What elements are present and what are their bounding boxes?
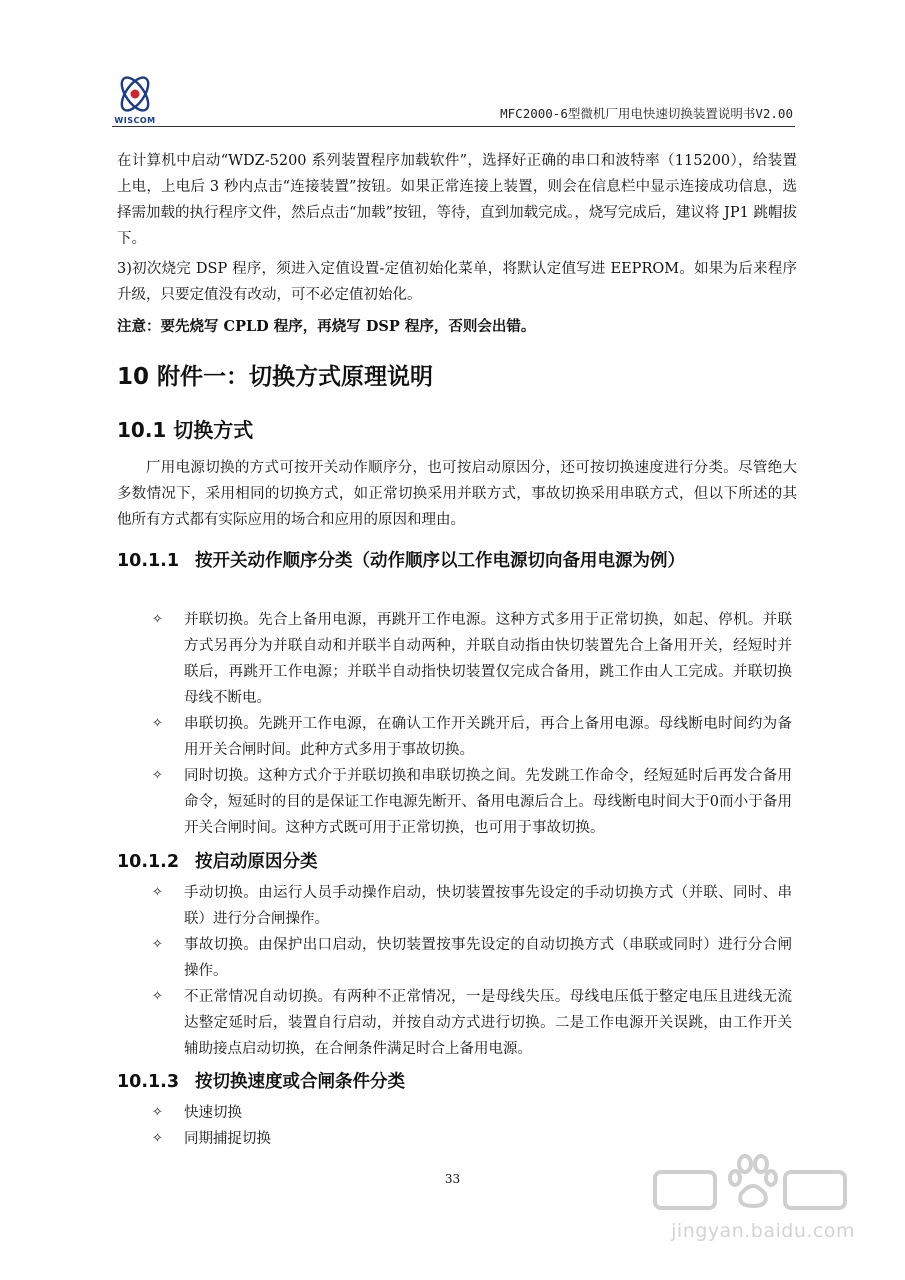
page-number: 33 [444, 1172, 461, 1186]
diamond-bullet-icon: ✧ [152, 989, 163, 1004]
section-number: 10.1.2 [117, 852, 180, 872]
section-title: 按启动原因分类 [195, 852, 318, 872]
diamond-bullet-icon: ✧ [152, 612, 163, 627]
section-10-1-body: 厂用电源切换的方式可按开关动作顺序分，也可按启动原因分，还可按切换速度进行分类。尽管绝大多数情况下，采用相同的切换方式，如正常切换采用并联方式，事故切换采用串联方式，但以下所述的其他所有方式都有实际应用的场合和应用的原因和理由。 [117, 460, 797, 528]
section-title: 按开关动作顺序分类（动作顺序以工作电源切向备用电源为例） [195, 551, 685, 571]
baidu-jingyan-watermark [645, 1150, 855, 1250]
diamond-bullet-icon: ✧ [152, 885, 163, 900]
diamond-bullet-icon: ✧ [152, 1131, 163, 1146]
list-item: ✧ 串联切换。先跳开工作电源，在确认工作开关跳开后，再合上备用电源。母线断电时间约为备用开关合闸时间。此种方式多用于事故切换。 [152, 711, 792, 763]
section-number: 10.1.3 [117, 1072, 180, 1092]
logo-text: WISCOM [114, 116, 156, 125]
diamond-bullet-icon: ✧ [152, 768, 163, 783]
list-item: ✧ 手动切换。由运行人员手动操作启动，快切装置按事先设定的手动切换方式（并联、同时、串联）进行分合闸操作。 [152, 880, 792, 932]
diamond-bullet-icon: ✧ [152, 1105, 163, 1120]
intro-note: 注意：要先烧写 CPLD 程序，再烧写 DSP 程序，否则会出错。 [117, 318, 536, 335]
wiscom-logo [112, 72, 158, 128]
diamond-bullet-icon: ✧ [152, 716, 163, 731]
list-item: ✧ 并联切换。先合上备用电源，再跳开工作电源。这种方式多用于正常切换，如起、停机。并联方式另再分为并联自动和并联半自动两种，并联自动指由快切装置先合上备用开关，经短时并联后，再跳开工作电源；并联半自动指快切装置仅完成合备用，跳工作由人工完成。并联切换母线不断电。 [152, 607, 792, 711]
section-title: 按切换速度或合闸条件分类 [195, 1072, 405, 1092]
section-10-1-1-heading [117, 548, 777, 574]
list-item: ✧ 同时切换。这种方式介于并联切换和串联切换之间。先发跳工作命令，经短延时后再发合备用命令，短延时的目的是保证工作电源先断开、备用电源后合上。母线断电时间大于0而小于备用开关合闸时间。这种方式既可用于正常切换，也可用于事故切换。 [152, 763, 792, 841]
section-10-heading: 10 附件一：切换方式原理说明 [117, 364, 434, 390]
intro-paragraph-1: 在计算机中启动“WDZ-5200 系列装置程序加载软件”，选择好正确的串口和波特率（115200），给装置上电，上电后 3 秒内点击“连接装置”按钮。如果正常连接上装置，则会在信息栏中显示连接成功信息，选择需加载的执行程序文件，然后点击“加载”按钮，等待，直到加载完成。，烧写完成后，建议将 JP1 跳帽拔下。 [117, 153, 797, 247]
list-item: ✧ 事故切换。由保护出口启动，快切装置按事先设定的自动切换方式（串联或同时）进行分合闸操作。 [152, 932, 792, 984]
list-item: ✧ 同期捕捉切换 [152, 1126, 792, 1152]
diamond-bullet-icon: ✧ [152, 937, 163, 952]
section-10-1-2-heading [117, 848, 318, 873]
section-10-1-3-heading [117, 1068, 405, 1093]
list-item: ✧ 快速切换 [152, 1100, 792, 1126]
section-10-1-heading: 10.1 切换方式 [117, 418, 254, 442]
list-item: ✧ 不正常情况自动切换。有两种不正常情况，一是母线失压。母线电压低于整定电压且进线无流达整定延时后，装置自行启动，并按自动方式进行切换。二是工作电源开关误跳，由工作开关辅助接点启动切换，在合闸条件满足时合上备用电源。 [152, 984, 792, 1062]
baidu-paw-icon [645, 1150, 855, 1220]
section-number: 10.1.1 [117, 551, 180, 571]
watermark-text: jingyan.baidu.com [671, 1220, 855, 1242]
document-title: MFC2000-6型微机厂用电快速切换装置说明书V2.00 [500, 106, 793, 121]
header-divider [112, 126, 795, 127]
wiscom-logo-icon [112, 72, 158, 116]
intro-paragraph-2: 3)初次烧完 DSP 程序，须进入定值设置-定值初始化菜单，将默认定值写进 EEPROM。如果为后来程序升级，只要定值没有改动，可不必定值初始化。 [117, 261, 797, 303]
